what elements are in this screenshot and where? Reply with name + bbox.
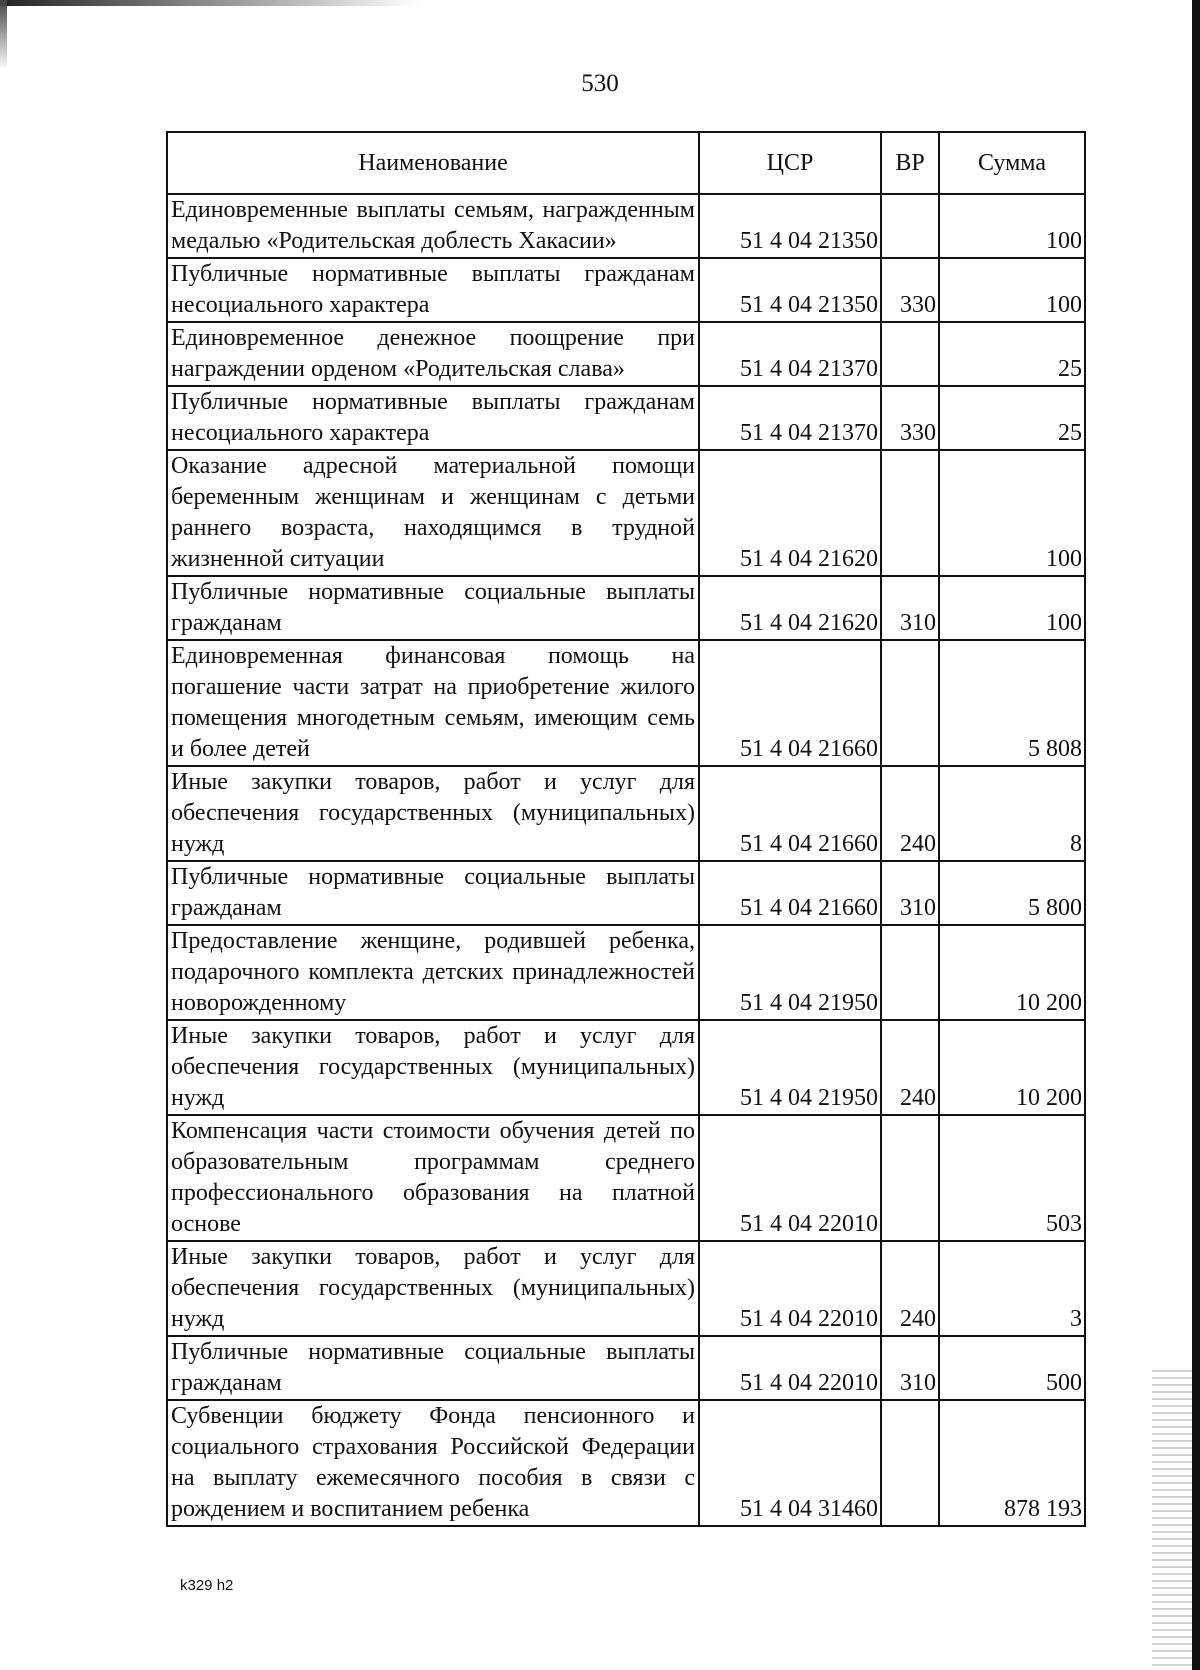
table-row (167, 925, 1085, 1020)
row-vr: 310 (881, 1336, 939, 1400)
row-name: Публичные нормативные социальные выплаты гражданам (167, 1336, 699, 1400)
scan-edge-left (0, 0, 7, 70)
row-csr: 51 4 04 21660 (699, 861, 881, 925)
row-vr: 310 (881, 861, 939, 925)
row-vr: 310 (881, 576, 939, 640)
row-csr: 51 4 04 21660 (699, 766, 881, 861)
row-vr (881, 640, 939, 766)
row-sum: 100 (939, 258, 1085, 322)
row-name: Компенсация части стоимости обучения детей по образовательным программам среднего профессионального образования на платной основе (167, 1115, 699, 1241)
table-header-row (167, 132, 1085, 194)
table-row (167, 766, 1085, 861)
footer-code: k329 h2 (180, 1577, 234, 1594)
table-row (167, 640, 1085, 766)
row-csr: 51 4 04 21370 (699, 386, 881, 450)
row-sum: 5 808 (939, 640, 1085, 766)
row-name: Единовременные выплаты семьям, награжденным медалью «Родительская доблесть Хакасии» (167, 194, 699, 258)
budget-table (166, 131, 1086, 1527)
row-vr (881, 1400, 939, 1526)
table-row (167, 194, 1085, 258)
row-vr: 240 (881, 1241, 939, 1336)
row-name: Публичные нормативные социальные выплаты гражданам (167, 861, 699, 925)
header-csr: ЦСР (699, 132, 881, 194)
header-sum: Сумма (939, 132, 1085, 194)
row-vr (881, 925, 939, 1020)
row-name: Предоставление женщине, родившей ребенка, подарочного комплекта детских принадлежностей новорожденному (167, 925, 699, 1020)
table-row (167, 576, 1085, 640)
table-row (167, 861, 1085, 925)
table-row (167, 450, 1085, 576)
row-csr: 51 4 04 21620 (699, 576, 881, 640)
row-csr: 51 4 04 22010 (699, 1241, 881, 1336)
page-number: 530 (581, 70, 619, 97)
row-csr: 51 4 04 21660 (699, 640, 881, 766)
row-name: Иные закупки товаров, работ и услуг для обеспечения государственных (муниципальных) нужд (167, 766, 699, 861)
row-vr (881, 194, 939, 258)
row-vr (881, 450, 939, 576)
row-sum: 25 (939, 322, 1085, 386)
row-vr: 240 (881, 766, 939, 861)
row-sum: 500 (939, 1336, 1085, 1400)
row-sum: 10 200 (939, 925, 1085, 1020)
header-name: Наименование (167, 132, 699, 194)
row-sum: 8 (939, 766, 1085, 861)
row-sum: 503 (939, 1115, 1085, 1241)
row-sum: 10 200 (939, 1020, 1085, 1115)
row-sum: 3 (939, 1241, 1085, 1336)
row-csr: 51 4 04 21350 (699, 194, 881, 258)
table-row (167, 1115, 1085, 1241)
table-row (167, 1400, 1085, 1526)
row-sum: 878 193 (939, 1400, 1085, 1526)
row-csr: 51 4 04 21950 (699, 925, 881, 1020)
row-name: Публичные нормативные социальные выплаты гражданам (167, 576, 699, 640)
scan-edge-right (1192, 0, 1200, 1670)
row-csr: 51 4 04 21350 (699, 258, 881, 322)
header-vr: ВР (881, 132, 939, 194)
row-vr: 330 (881, 386, 939, 450)
row-csr: 51 4 04 22010 (699, 1336, 881, 1400)
row-csr: 51 4 04 21950 (699, 1020, 881, 1115)
row-name: Единовременная финансовая помощь на погашение части затрат на приобретение жилого помещения многодетным семьям, имеющим семь и более детей (167, 640, 699, 766)
table-row (167, 1241, 1085, 1336)
row-vr: 240 (881, 1020, 939, 1115)
table-row (167, 258, 1085, 322)
row-sum: 100 (939, 450, 1085, 576)
row-csr: 51 4 04 22010 (699, 1115, 881, 1241)
row-sum: 5 800 (939, 861, 1085, 925)
row-name: Единовременное денежное поощрение при награждении орденом «Родительская слава» (167, 322, 699, 386)
row-name: Оказание адресной материальной помощи беременным женщинам и женщинам с детьми раннего возраста, находящимся в трудной жизненной ситуации (167, 450, 699, 576)
row-name: Публичные нормативные выплаты гражданам несоциального характера (167, 258, 699, 322)
table-row (167, 1336, 1085, 1400)
row-csr: 51 4 04 21620 (699, 450, 881, 576)
row-name: Субвенции бюджету Фонда пенсионного и социального страхования Российской Федерации на выплату ежемесячного пособия в связи с рождением и воспитанием ребенка (167, 1400, 699, 1526)
row-name: Публичные нормативные выплаты гражданам несоциального характера (167, 386, 699, 450)
table-row (167, 386, 1085, 450)
row-csr: 51 4 04 31460 (699, 1400, 881, 1526)
row-name: Иные закупки товаров, работ и услуг для обеспечения государственных (муниципальных) нужд (167, 1241, 699, 1336)
scan-noise (1152, 1370, 1192, 1670)
row-sum: 100 (939, 194, 1085, 258)
table-row (167, 322, 1085, 386)
row-vr: 330 (881, 258, 939, 322)
table-row (167, 1020, 1085, 1115)
row-vr (881, 322, 939, 386)
row-vr (881, 1115, 939, 1241)
row-csr: 51 4 04 21370 (699, 322, 881, 386)
row-sum: 25 (939, 386, 1085, 450)
row-sum: 100 (939, 576, 1085, 640)
row-name: Иные закупки товаров, работ и услуг для обеспечения государственных (муниципальных) нужд (167, 1020, 699, 1115)
scan-edge-top (0, 0, 420, 6)
